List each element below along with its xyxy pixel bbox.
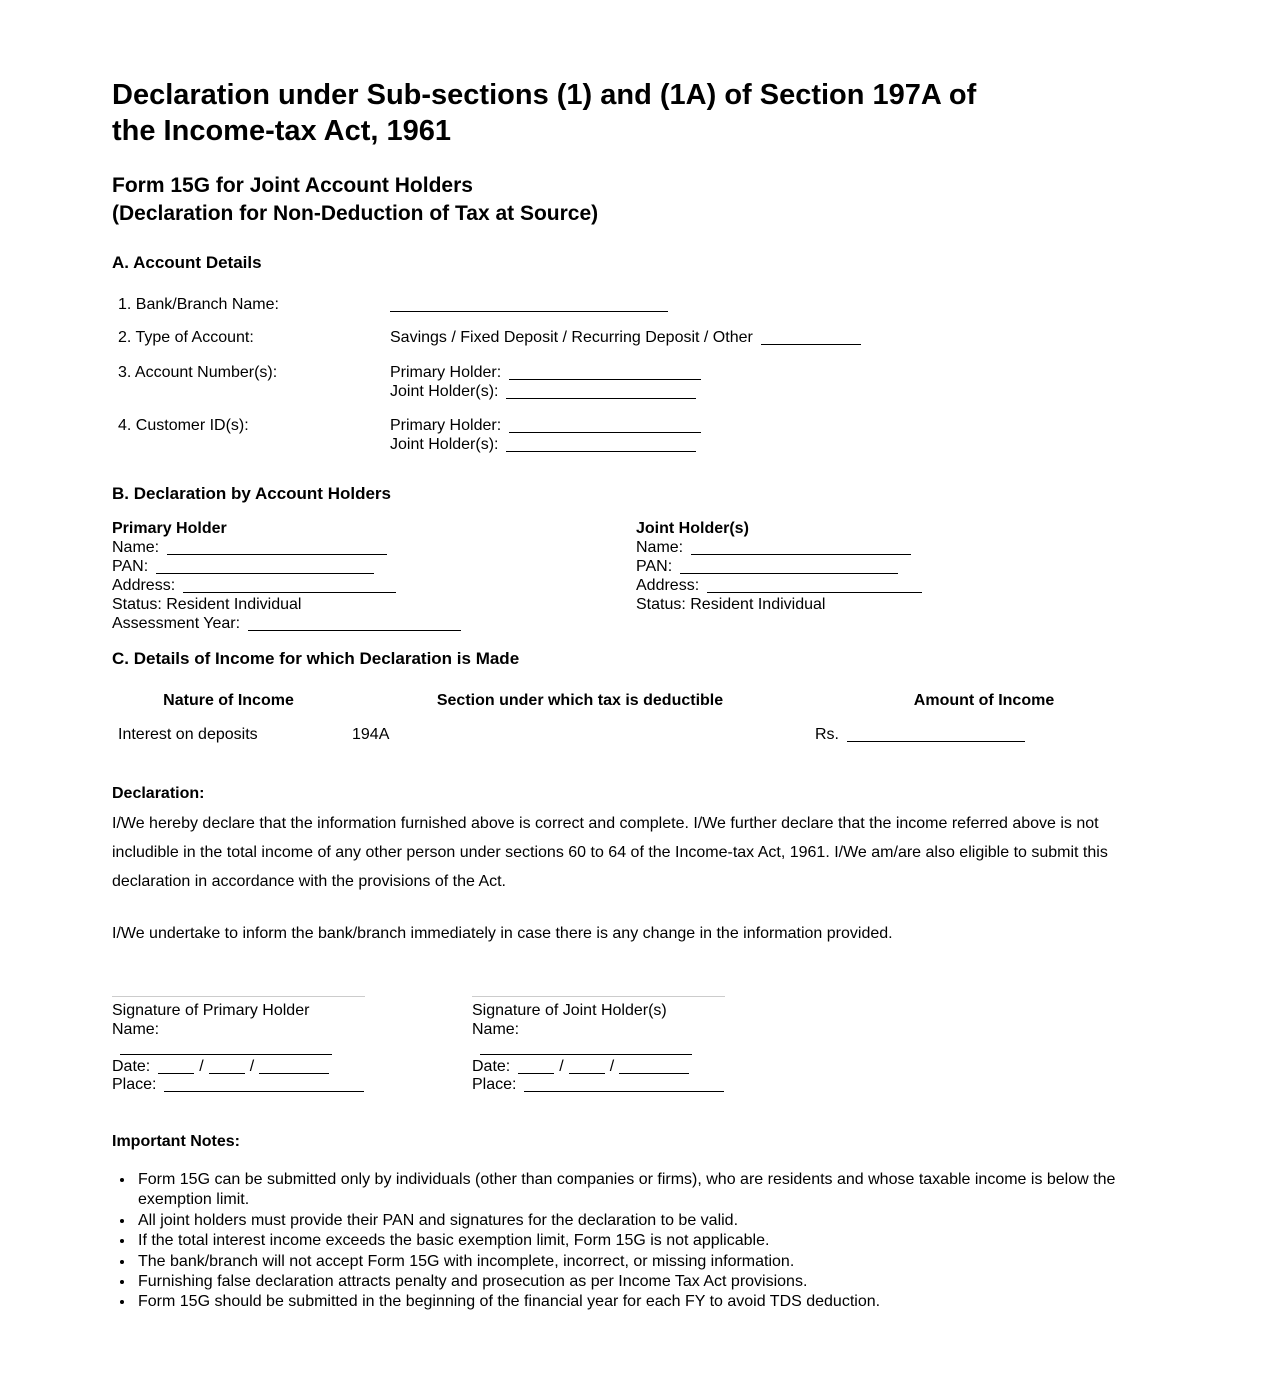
joint-pan-field <box>636 557 1160 576</box>
joint-pan-label: PAN: <box>636 558 673 575</box>
important-notes-heading: Important Notes: <box>112 1132 240 1150</box>
account-type-other-blank <box>761 332 861 345</box>
assessment-year-blank <box>248 618 461 631</box>
account-numbers-label: 3. Account Number(s): <box>118 364 278 381</box>
customer-id-joint-line <box>390 435 1153 454</box>
primary-address-label: Address: <box>112 577 176 594</box>
account-numbers-value <box>390 363 1153 401</box>
customer-id-primary-line <box>390 416 1153 435</box>
joint-pan-blank <box>680 561 898 574</box>
bank-branch-name-value <box>390 295 1153 314</box>
primary-holder-block <box>112 519 636 633</box>
declaration-heading: Declaration: <box>112 785 205 802</box>
joint-address-field <box>636 576 1160 595</box>
income-nature-cell: Interest on deposits <box>118 726 258 743</box>
row-account-type <box>112 328 1153 347</box>
row-account-numbers <box>112 363 1153 401</box>
note-item-1: • Form 15G can be submitted only by individuals (other than companies or firms), who are residents and whose taxable income is below the exemption limit. <box>135 1170 1153 1211</box>
primary-sig-date-day-blank <box>158 1061 194 1074</box>
form-subtitle-line1: Form 15G for Joint Account Holders <box>112 174 473 197</box>
form-subtitle <box>112 172 1153 228</box>
joint-sig-name-field <box>472 1021 725 1058</box>
account-type-label: 2. Type of Account: <box>118 329 254 346</box>
date-separator: / <box>249 1057 255 1075</box>
customer-id-joint-blank <box>506 439 696 452</box>
customer-id-primary-blank <box>509 420 701 433</box>
bank-branch-name-label: 1. Bank/Branch Name: <box>118 296 279 313</box>
primary-sig-name-blank <box>120 1042 332 1055</box>
date-separator: / <box>609 1057 615 1075</box>
joint-status-text: Status: Resident Individual <box>636 596 826 613</box>
joint-sig-date-year-blank <box>619 1061 689 1074</box>
primary-sig-date-label: Date: <box>112 1057 151 1075</box>
income-details-table <box>112 691 1153 744</box>
assessment-year-field <box>112 614 636 633</box>
customer-id-primary-label: Primary Holder: <box>390 417 502 434</box>
bank-branch-name-blank <box>390 299 668 312</box>
account-number-joint-label: Joint Holder(s): <box>390 383 499 400</box>
row-bank-branch-name <box>112 295 1153 314</box>
page-title-line2: the Income-tax Act, 1961 <box>112 115 451 147</box>
primary-signature-title: Signature of Primary Holder <box>112 1002 310 1019</box>
date-separator: / <box>199 1057 204 1075</box>
account-number-joint-blank <box>506 386 696 399</box>
primary-holder-heading: Primary Holder <box>112 520 227 537</box>
income-table-row <box>112 725 1153 744</box>
primary-name-label: Name: <box>112 539 160 556</box>
joint-sig-place-label: Place: <box>472 1076 517 1094</box>
primary-address-blank <box>183 580 396 593</box>
joint-signature-block <box>472 996 725 1095</box>
page-title-line1: Declaration under Sub-sections (1) and (1A) of Section 197A of <box>112 79 977 111</box>
section-b-heading: B. Declaration by Account Holders <box>112 484 391 503</box>
account-type-options: Savings / Fixed Deposit / Recurring Deposit / Other <box>390 329 753 346</box>
primary-sig-name-field <box>112 1021 365 1058</box>
primary-address-field <box>112 576 636 595</box>
primary-sig-place-blank <box>164 1079 364 1092</box>
joint-address-label: Address: <box>636 577 700 594</box>
primary-pan-label: PAN: <box>112 558 149 575</box>
section-c-heading: C. Details of Income for which Declaration is Made <box>112 649 520 668</box>
account-type-value <box>390 328 1153 347</box>
declaration-paragraph-2: I/We undertake to inform the bank/branch immediately in case there is any change in the information provided. <box>112 925 893 942</box>
joint-sig-name-label: Name: <box>472 1020 520 1038</box>
declaration-paragraph-1: I/We hereby declare that the information furnished above is correct and complete. I/We further declare that the income referred above is not includible in the total income of any other person under sections 60 to 64 of the Income-tax Act, 1961. I/We am/are also eligible to submit this declaration in accordance with the provisions of the Act. <box>112 815 1108 890</box>
joint-name-blank <box>691 542 911 555</box>
signature-column-gap <box>365 996 472 1095</box>
page-title <box>112 0 1112 149</box>
primary-sig-place-label: Place: <box>112 1076 157 1094</box>
account-details-section <box>112 295 1153 454</box>
income-amount-cell <box>815 725 1153 744</box>
account-number-primary-line <box>390 363 1153 382</box>
joint-address-blank <box>707 580 922 593</box>
joint-sig-place-field <box>472 1076 725 1095</box>
primary-sig-date-year-blank <box>259 1061 329 1074</box>
joint-sig-place-blank <box>524 1079 724 1092</box>
joint-name-field <box>636 538 1160 557</box>
account-number-primary-label: Primary Holder: <box>390 364 502 381</box>
form-subtitle-line2: (Declaration for Non-Deduction of Tax at Source) <box>112 202 599 225</box>
note-item-6: • Form 15G should be submitted in the beginning of the financial year for each FY to avoid TDS deduction. <box>135 1292 1153 1312</box>
rupees-prefix: Rs. <box>815 726 839 743</box>
note-item-3: • If the total interest income exceeds the basic exemption limit, Form 15G is not applicable. <box>135 1231 1153 1251</box>
important-notes-list <box>112 1170 1153 1313</box>
joint-sig-date-field <box>472 1058 725 1077</box>
signature-section <box>112 996 1153 1095</box>
column-header-section: Section under which tax is deductible <box>436 692 724 709</box>
primary-signature-block <box>112 996 365 1095</box>
primary-pan-blank <box>156 561 374 574</box>
joint-sig-date-month-blank <box>569 1061 605 1074</box>
primary-sig-place-field <box>112 1076 365 1095</box>
joint-holder-block <box>636 519 1160 633</box>
primary-name-blank <box>167 542 387 555</box>
declaration-by-holders-section <box>112 519 1153 633</box>
primary-pan-field <box>112 557 636 576</box>
joint-sig-name-blank <box>480 1042 692 1055</box>
note-item-2: • All joint holders must provide their PAN and signatures for the declaration to be valid. <box>135 1211 1153 1231</box>
customer-ids-label: 4. Customer ID(s): <box>118 417 249 434</box>
section-a-heading: A. Account Details <box>112 253 262 272</box>
joint-sig-date-day-blank <box>518 1061 554 1074</box>
account-number-primary-blank <box>509 367 701 380</box>
joint-name-label: Name: <box>636 539 684 556</box>
joint-signature-title: Signature of Joint Holder(s) <box>472 1002 667 1019</box>
assessment-year-label: Assessment Year: <box>112 615 241 632</box>
joint-holder-heading: Joint Holder(s) <box>636 520 749 537</box>
account-number-joint-line <box>390 382 1153 401</box>
customer-ids-value <box>390 416 1153 454</box>
date-separator: / <box>559 1057 564 1075</box>
note-item-5: • Furnishing false declaration attracts penalty and prosecution as per Income Tax Act provisions. <box>135 1272 1153 1292</box>
primary-name-field <box>112 538 636 557</box>
primary-status-text: Status: Resident Individual <box>112 596 302 613</box>
primary-sig-name-label: Name: <box>112 1020 160 1038</box>
column-header-nature: Nature of Income <box>163 692 294 709</box>
column-header-amount: Amount of Income <box>913 692 1055 709</box>
income-amount-blank <box>847 729 1025 742</box>
joint-sig-date-label: Date: <box>472 1057 511 1075</box>
income-section-cell: 194A <box>352 726 390 743</box>
row-customer-ids <box>112 416 1153 454</box>
primary-sig-date-field <box>112 1058 365 1077</box>
customer-id-joint-label: Joint Holder(s): <box>390 436 499 453</box>
primary-sig-date-month-blank <box>209 1061 245 1074</box>
income-table-header-row <box>112 691 1153 710</box>
note-item-4: • The bank/branch will not accept Form 15G with incomplete, incorrect, or missing information. <box>135 1252 1153 1272</box>
